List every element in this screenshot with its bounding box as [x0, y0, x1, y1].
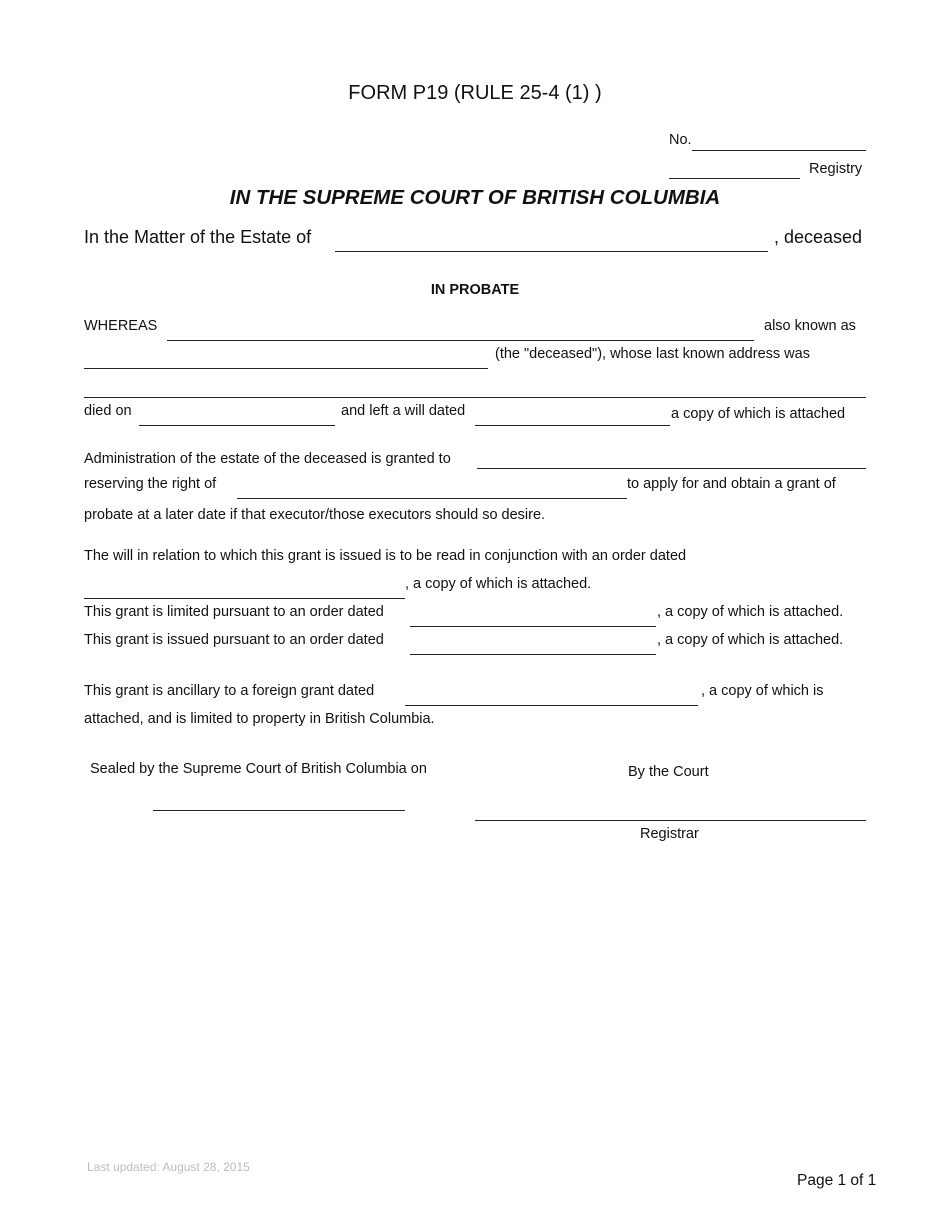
court-title: IN THE SUPREME COURT OF BRITISH COLUMBIA: [229, 186, 721, 209]
order-date-field[interactable]: [84, 598, 405, 599]
registry-label: Registry: [809, 161, 863, 177]
registry-field[interactable]: [669, 178, 800, 179]
will-relation-text: The will in relation to which this grant is issued is to be read in conjunction with an order dated: [84, 548, 687, 564]
last-updated-note: Last updated: August 28, 2015: [87, 1160, 250, 1174]
reserving-label: reserving the right of: [84, 476, 217, 492]
sealed-date-field[interactable]: [153, 810, 405, 811]
ancillary-label: This grant is ancillary to a foreign grant dated: [84, 683, 375, 699]
date-of-death-field[interactable]: [139, 425, 335, 426]
attached-limited-text: attached, and is limited to property in British Columbia.: [84, 711, 435, 727]
deceased-name-field[interactable]: [167, 340, 754, 341]
estate-suffix: , deceased: [774, 227, 863, 247]
deceased-address-label: (the "deceased"), whose last known address was: [495, 346, 810, 362]
probate-later-text: probate at a later date if that executor/those executors should so desire.: [84, 507, 546, 523]
limited-order-date-field[interactable]: [410, 626, 656, 627]
copy-which-is-label: , a copy of which is: [701, 683, 824, 699]
form-title: FORM P19 (RULE 25-4 (1) ): [348, 82, 602, 104]
copy-attached-order: , a copy of which is attached.: [405, 576, 592, 592]
foreign-grant-date-field[interactable]: [405, 705, 698, 706]
file-number-field[interactable]: [692, 150, 866, 151]
by-court-label: By the Court: [628, 764, 709, 780]
registrar-label: Registrar: [640, 826, 699, 842]
sealed-by-label: Sealed by the Supreme Court of British Columbia on: [90, 761, 427, 777]
last-address-field[interactable]: [84, 397, 866, 398]
page-number: Page 1 of 1: [797, 1172, 877, 1189]
estate-name-field[interactable]: [335, 251, 768, 252]
copy-attached-label: a copy of which is attached: [671, 406, 846, 422]
administrator-field[interactable]: [477, 468, 866, 469]
copy-attached-issued: , a copy of which is attached.: [657, 632, 844, 648]
file-number-label: No.: [669, 132, 692, 148]
probate-heading: IN PROBATE: [430, 282, 520, 298]
issued-order-date-field[interactable]: [410, 654, 656, 655]
reserved-executor-field[interactable]: [237, 498, 627, 499]
whereas-label: WHEREAS: [84, 318, 158, 334]
admin-granted-label: Administration of the estate of the deceased is granted to: [84, 451, 451, 467]
also-known-as-label: also known as: [764, 318, 856, 334]
will-date-field[interactable]: [475, 425, 670, 426]
alias-field[interactable]: [84, 368, 488, 369]
registrar-signature-field[interactable]: [475, 820, 866, 821]
apply-obtain-label: to apply for and obtain a grant of: [627, 476, 836, 492]
died-on-label: died on: [84, 403, 132, 419]
issued-pursuant-label: This grant is issued pursuant to an order dated: [84, 632, 384, 648]
left-will-label: and left a will dated: [341, 403, 466, 419]
limited-pursuant-label: This grant is limited pursuant to an order dated: [84, 604, 384, 620]
estate-prefix: In the Matter of the Estate of: [84, 227, 312, 247]
copy-attached-limited: , a copy of which is attached.: [657, 604, 844, 620]
